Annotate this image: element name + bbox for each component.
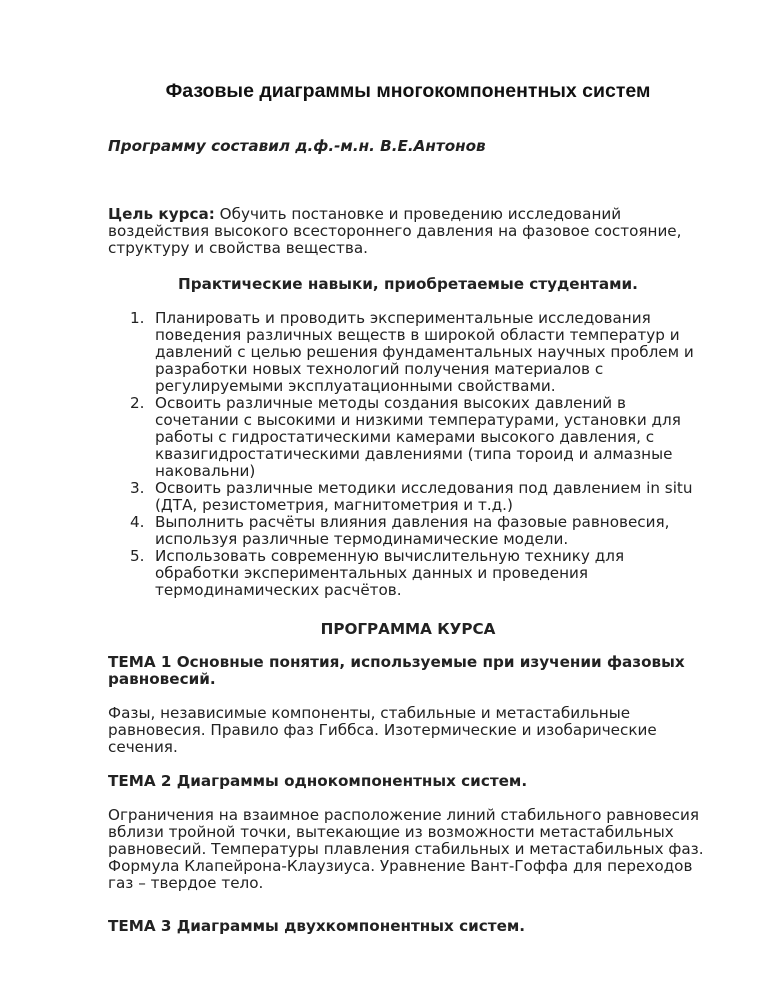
skills-list [108,310,708,599]
course-goal-text: Обучить постановке и проведению исследований воздействия высокого всестороннего давления на фазовое состояние, структуру и свойства вещества. [108,205,682,257]
list-item-text: Использовать современную вычислительную технику для обработки экспериментальных данных и проведения термодинамических расчётов. [155,547,625,599]
skills-list-item [108,310,708,395]
document-title: Фазовые диаграммы многокомпонентных систем [165,80,651,102]
program-heading: ПРОГРАММА КУРСА [320,620,496,638]
skills-list-item [108,548,708,599]
author-line: Программу составил д.ф.-м.н. В.Е.Антонов [108,137,486,155]
topic-1-body: Фазы, независимые компоненты, стабильные и метастабильные равновесия. Правило фаз Гиббса. Изотермические и изобарические сечения. [108,704,657,756]
list-item-text: Освоить различные методики исследования под давлением in situ (ДТА, резистометрия, магнитометрия и т.д.) [155,479,693,514]
list-item-number: 1. [130,309,145,327]
list-item-number: 4. [130,513,145,531]
course-goal [108,206,708,257]
skills-list-item [108,514,708,548]
list-item-text: Планировать и проводить экспериментальные исследования поведения различных веществ в широкой области температур и давлений с целью решения фундаментальных научных проблем и разработки новых технологий получения материалов с регулируемыми эксплуатационными свойствами. [155,309,694,395]
list-item-number: 3. [130,479,145,497]
list-item-number: 5. [130,547,145,565]
topic-2-title: ТЕМА 2 Диаграммы однокомпонентных систем. [108,772,528,790]
skills-heading: Практические навыки, приобретаемые студентами. [178,275,638,293]
topic-2-body: Ограничения на взаимное расположение линий стабильного равновесия вблизи тройной точки, вытекающие из возможности метастабильных равновесий. Температуры плавления стабильных и метастабильных фаз. Формула Клапейрона-Клаузиуса. Уравнение Вант-Гоффа для переходов газ – твердое тело. [108,806,704,892]
list-item-text: Освоить различные методы создания высоких давлений в сочетании с высокими и низкими температурами, установки для работы с гидростатическими камерами высокого давления, с квазигидростатическими давлениями (типа тороид и алмазные наковальни) [155,394,681,480]
topic-1-title: ТЕМА 1 Основные понятия, используемые при изучении фазовых равновесий. [108,653,685,688]
course-goal-label: Цель курса: [108,205,215,223]
list-item-text: Выполнить расчёты влияния давления на фазовые равновесия, используя различные термодинамические модели. [155,513,670,548]
topic-3-title: ТЕМА 3 Диаграммы двухкомпонентных систем. [108,917,526,935]
skills-list-item [108,480,708,514]
skills-list-item [108,395,708,480]
list-item-number: 2. [130,394,145,412]
